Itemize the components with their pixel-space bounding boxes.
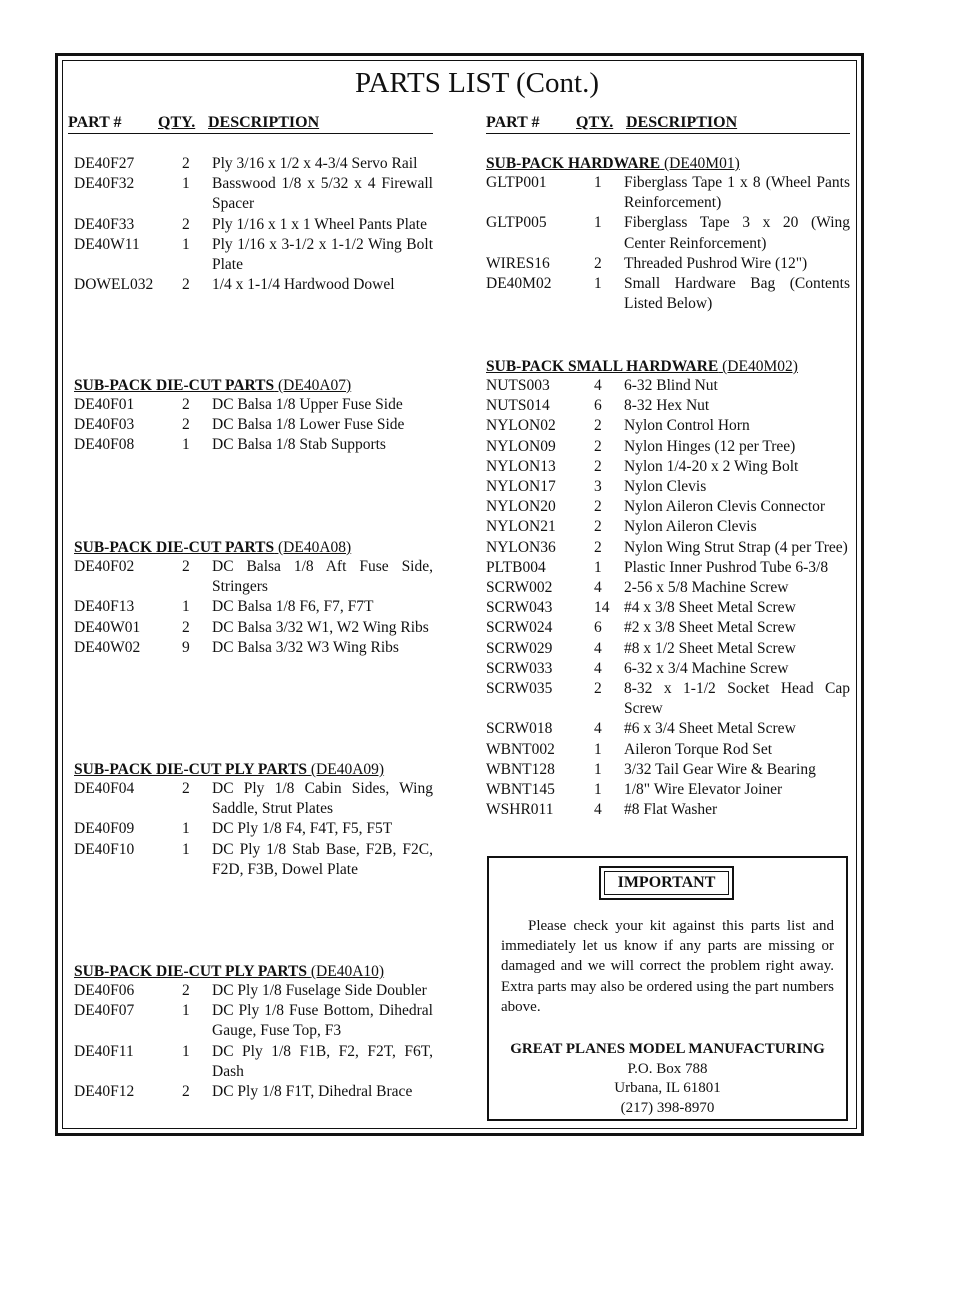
part-description: DC Balsa 1/8 Lower Fuse Side	[212, 416, 405, 434]
part-number: DE40F10	[74, 840, 135, 858]
part-row	[486, 760, 850, 780]
company-block	[489, 1040, 846, 1118]
part-description: DC Balsa 1/8 Stab Supports	[212, 436, 386, 454]
part-number: DE40F11	[74, 1042, 134, 1060]
part-description: DC Balsa 1/8 F6, F7, F7T	[212, 598, 374, 616]
section-title	[68, 538, 433, 557]
header-qty: QTY.	[158, 114, 196, 131]
company-phone: (217) 398-8970	[620, 1099, 715, 1116]
part-row	[68, 395, 433, 415]
part-number: DE40F08	[74, 436, 135, 454]
left-column	[68, 114, 433, 1101]
part-qty: 1	[594, 275, 602, 293]
part-row	[68, 557, 433, 597]
part-number: DE40F03	[74, 416, 135, 434]
part-description: Fiberglass Tape 3 x 20 (Wing Center Reinforcement)	[624, 214, 850, 252]
part-row	[68, 154, 433, 174]
part-description: #4 x 3/8 Sheet Metal Screw	[624, 599, 796, 617]
header-description: DESCRIPTION	[626, 114, 738, 131]
part-description: #6 x 3/4 Sheet Metal Screw	[624, 720, 796, 738]
part-row	[486, 416, 850, 436]
part-qty: 2	[182, 618, 190, 636]
part-description: Nylon Aileron Clevis	[624, 518, 757, 536]
part-number: WIRES16	[486, 254, 550, 272]
part-number: SCRW043	[486, 599, 553, 617]
part-row	[68, 174, 433, 214]
left-section-2	[68, 538, 433, 658]
part-row	[486, 679, 850, 719]
part-description: 3/32 Tail Gear Wire & Bearing	[624, 760, 816, 778]
part-number: DE40F01	[74, 396, 135, 413]
part-qty: 4	[594, 720, 602, 738]
part-row	[486, 800, 850, 820]
part-description: DC Balsa 1/8 Aft Fuse Side, Stringers	[212, 558, 433, 596]
header-qty: QTY.	[576, 114, 614, 131]
part-row	[486, 213, 850, 253]
part-description: #2 x 3/8 Sheet Metal Screw	[624, 619, 796, 637]
part-description: Nylon Hinges (12 per Tree)	[624, 437, 796, 455]
part-row	[486, 254, 850, 274]
part-qty: 1	[182, 1042, 190, 1060]
part-row	[68, 1082, 433, 1102]
part-number: SCRW018	[486, 720, 553, 738]
part-qty: 2	[182, 558, 190, 575]
part-qty: 1	[182, 235, 190, 253]
part-qty: 2	[594, 437, 602, 455]
part-number: SCRW033	[486, 659, 553, 677]
part-row	[68, 981, 433, 1001]
part-number: DE40W11	[74, 235, 140, 253]
section-code: (DE40M02)	[722, 358, 798, 375]
important-label: IMPORTANT	[604, 871, 729, 895]
part-description: DC Ply 1/8 F1B, F2, F2T, F6T, Dash	[212, 1042, 433, 1080]
header-description: DESCRIPTION	[208, 114, 320, 131]
part-number: WBNT128	[486, 760, 555, 778]
part-number: PLTB004	[486, 558, 546, 576]
right-column	[486, 114, 850, 819]
section-code: (DE40A08)	[278, 539, 352, 556]
part-row	[68, 235, 433, 275]
section-code: (DE40M01)	[663, 155, 740, 172]
part-description: DC Ply 1/8 Fuselage Side Doubler	[212, 982, 427, 999]
part-number: DE40F12	[74, 1083, 135, 1101]
part-description: Threaded Pushrod Wire (12")	[624, 254, 808, 272]
part-qty: 1	[594, 214, 602, 232]
part-number: SCRW002	[486, 579, 553, 597]
part-description: DC Ply 1/8 Stab Base, F2B, F2C, F2D, F3B, Dowel Plate	[212, 840, 433, 878]
part-row	[486, 780, 850, 800]
part-number: DE40M02	[486, 275, 552, 293]
part-description: Nylon Control Horn	[624, 417, 750, 435]
part-number: SCRW029	[486, 639, 553, 657]
left-section-1	[68, 376, 433, 456]
part-qty: 1	[594, 760, 602, 778]
part-number: NUTS014	[486, 397, 550, 415]
part-qty: 2	[182, 982, 190, 999]
part-number: WSHR011	[486, 801, 554, 819]
right-section-2	[486, 357, 850, 820]
important-box	[487, 856, 848, 1121]
part-row	[68, 840, 433, 880]
part-row	[486, 558, 850, 578]
part-row	[68, 1042, 433, 1082]
section-code: (DE40A07)	[278, 377, 352, 394]
part-number: NYLON21	[486, 518, 556, 536]
part-number: WBNT002	[486, 740, 555, 758]
company-name: GREAT PLANES MODEL MANUFACTURING	[510, 1041, 825, 1057]
part-number: WBNT145	[486, 781, 555, 799]
left-section-3	[68, 760, 433, 880]
part-row	[68, 1001, 433, 1041]
part-description: DC Balsa 3/32 W3 Wing Ribs	[212, 638, 399, 656]
part-number: DE40F32	[74, 175, 135, 193]
part-row	[486, 517, 850, 537]
part-row	[486, 639, 850, 659]
part-description: Ply 1/16 x 1 x 1 Wheel Pants Plate	[212, 215, 427, 233]
part-number: NUTS003	[486, 377, 550, 394]
part-row	[68, 275, 433, 295]
part-row	[486, 274, 850, 314]
part-qty: 4	[594, 639, 602, 657]
part-qty: 4	[594, 377, 602, 394]
part-description: DC Ply 1/8 F4, F4T, F5, F5T	[212, 820, 393, 838]
part-number: DE40F07	[74, 1002, 135, 1020]
important-text: Please check your kit against this parts list and immediately let us know if any parts are missing or damaged and we will correct the problem right away. Extra parts may also be ordered using the part numbers above.	[501, 918, 834, 1015]
part-qty: 3	[594, 478, 602, 496]
part-qty: 2	[182, 215, 190, 233]
part-qty: 2	[594, 457, 602, 475]
part-row	[486, 598, 850, 618]
part-qty: 2	[182, 416, 190, 434]
part-description: Nylon Wing Strut Strap (4 per Tree)	[624, 538, 848, 556]
part-qty: 1	[594, 558, 602, 576]
part-description: 6-32 x 3/4 Machine Screw	[624, 659, 789, 677]
part-qty: 1	[182, 598, 190, 616]
section-title	[486, 357, 850, 376]
right-column-header	[486, 114, 850, 134]
part-description: DC Ply 1/8 Cabin Sides, Wing Saddle, Strut Plates	[212, 780, 433, 818]
part-row	[486, 659, 850, 679]
important-label-frame	[599, 866, 734, 900]
part-description: #8 Flat Washer	[624, 801, 718, 819]
part-number: NYLON13	[486, 457, 556, 475]
part-qty: 2	[594, 498, 602, 516]
part-qty: 2	[594, 417, 602, 435]
part-number: DE40F06	[74, 982, 135, 999]
part-row	[68, 215, 433, 235]
section-name: SUB-PACK DIE-CUT PARTS	[74, 377, 275, 394]
part-row	[486, 437, 850, 457]
left-section-4	[68, 962, 433, 1102]
page-title: PARTS LIST (Cont.)	[354, 67, 599, 99]
part-description: 8-32 x 1-1/2 Socket Head Cap Screw	[624, 680, 850, 718]
part-qty: 1	[182, 436, 190, 454]
part-row	[68, 597, 433, 617]
part-number: DE40F09	[74, 820, 135, 838]
part-qty: 2	[594, 680, 602, 698]
part-row	[486, 173, 850, 213]
part-number: NYLON20	[486, 498, 556, 516]
part-number: DE40F02	[74, 558, 135, 575]
header-part: PART #	[68, 114, 122, 131]
section-name: SUB-PACK HARDWARE	[486, 155, 661, 172]
header-part: PART #	[486, 114, 540, 131]
section-code: (DE40A09)	[310, 761, 385, 778]
part-qty: 4	[594, 659, 602, 677]
part-qty: 2	[182, 1083, 190, 1101]
part-qty: 1	[594, 740, 602, 758]
section-title	[68, 760, 433, 779]
left-column-header	[68, 114, 433, 134]
left-top-list	[68, 154, 433, 295]
part-description: Nylon Clevis	[624, 478, 707, 496]
part-qty: 2	[594, 538, 602, 556]
part-number: GLTP001	[486, 174, 547, 191]
section-title	[486, 154, 850, 173]
part-row	[68, 819, 433, 839]
part-description: Ply 3/16 x 1/2 x 4-3/4 Servo Rail	[212, 155, 418, 172]
section-name: SUB-PACK DIE-CUT PARTS	[74, 539, 275, 556]
part-qty: 2	[594, 518, 602, 536]
part-qty: 4	[594, 801, 602, 819]
part-number: DE40W02	[74, 638, 141, 656]
part-row	[68, 779, 433, 819]
part-row	[486, 497, 850, 517]
part-description: Plastic Inner Pushrod Tube 6-3/8	[624, 558, 829, 576]
part-qty: 2	[182, 155, 190, 172]
part-description: Fiberglass Tape 1 x 8 (Wheel Pants Reinforcement)	[624, 174, 850, 212]
part-number: DE40F04	[74, 780, 135, 797]
part-description: Ply 1/16 x 3-1/2 x 1-1/2 Wing Bolt Plate	[212, 235, 433, 274]
right-section-1	[486, 154, 850, 314]
section-name: SUB-PACK SMALL HARDWARE	[486, 358, 719, 375]
part-row	[486, 740, 850, 760]
part-qty: 1	[182, 175, 190, 193]
part-description: DC Ply 1/8 F1T, Dihedral Brace	[212, 1083, 413, 1101]
part-number: DE40F27	[74, 155, 135, 172]
part-row	[486, 376, 850, 396]
part-number: NYLON09	[486, 437, 556, 455]
part-qty: 1	[594, 174, 602, 191]
part-number: SCRW024	[486, 619, 553, 637]
company-address-line2: Urbana, IL 61801	[614, 1080, 721, 1096]
part-description: 6-32 Blind Nut	[624, 377, 718, 394]
part-row	[68, 638, 433, 658]
section-title	[68, 376, 433, 395]
part-description: DC Ply 1/8 Fuse Bottom, Dihedral Gauge, Fuse Top, F3	[212, 1002, 433, 1040]
part-qty: 2	[594, 254, 602, 272]
part-description: DC Balsa 1/8 Upper Fuse Side	[212, 396, 403, 413]
part-description: Basswood 1/8 x 5/32 x 4 Firewall Spacer	[212, 175, 433, 213]
part-row	[486, 396, 850, 416]
part-row	[68, 435, 433, 455]
part-row	[486, 457, 850, 477]
part-number: DE40F33	[74, 215, 135, 233]
part-number: NYLON17	[486, 478, 556, 496]
section-name: SUB-PACK DIE-CUT PLY PARTS	[74, 761, 307, 778]
part-row	[486, 538, 850, 558]
part-description: 1/4 x 1-1/4 Hardwood Dowel	[212, 276, 395, 294]
part-number: NYLON02	[486, 417, 556, 435]
part-description: #8 x 1/2 Sheet Metal Screw	[624, 639, 796, 657]
section-title	[68, 962, 433, 981]
part-qty: 1	[182, 820, 190, 838]
section-code: (DE40A10)	[310, 963, 385, 980]
part-description: Nylon 1/4-20 x 2 Wing Bolt	[624, 457, 799, 475]
part-number: DE40F13	[74, 598, 135, 616]
company-address-line1: P.O. Box 788	[627, 1060, 708, 1077]
part-number: GLTP005	[486, 214, 547, 232]
part-qty: 4	[594, 579, 602, 597]
part-qty: 6	[594, 619, 602, 637]
part-number: DE40W01	[74, 618, 141, 636]
part-qty: 1	[182, 840, 190, 858]
part-description: 8-32 Hex Nut	[624, 397, 710, 415]
part-qty: 2	[182, 276, 190, 294]
part-qty: 1	[182, 1002, 190, 1020]
part-description: Nylon Aileron Clevis Connector	[624, 498, 826, 516]
part-qty: 9	[182, 638, 190, 656]
part-description: DC Balsa 3/32 W1, W2 Wing Ribs	[212, 618, 429, 636]
part-row	[68, 618, 433, 638]
part-description: 1/8" Wire Elevator Joiner	[624, 781, 783, 799]
part-row	[68, 415, 433, 435]
part-number: NYLON36	[486, 538, 556, 556]
part-number: SCRW035	[486, 680, 553, 698]
part-description: 2-56 x 5/8 Machine Screw	[624, 579, 789, 597]
part-description: Aileron Torque Rod Set	[624, 740, 773, 758]
part-row	[486, 618, 850, 638]
part-row	[486, 477, 850, 497]
part-qty: 14	[594, 599, 610, 617]
part-row	[486, 578, 850, 598]
part-row	[486, 719, 850, 739]
section-name: SUB-PACK DIE-CUT PLY PARTS	[74, 963, 307, 980]
part-qty: 1	[594, 781, 602, 799]
part-qty: 2	[182, 780, 190, 797]
part-qty: 6	[594, 397, 602, 415]
part-description: Small Hardware Bag (Contents Listed Below)	[624, 275, 850, 313]
part-qty: 2	[182, 396, 190, 413]
part-number: DOWEL032	[74, 276, 154, 294]
